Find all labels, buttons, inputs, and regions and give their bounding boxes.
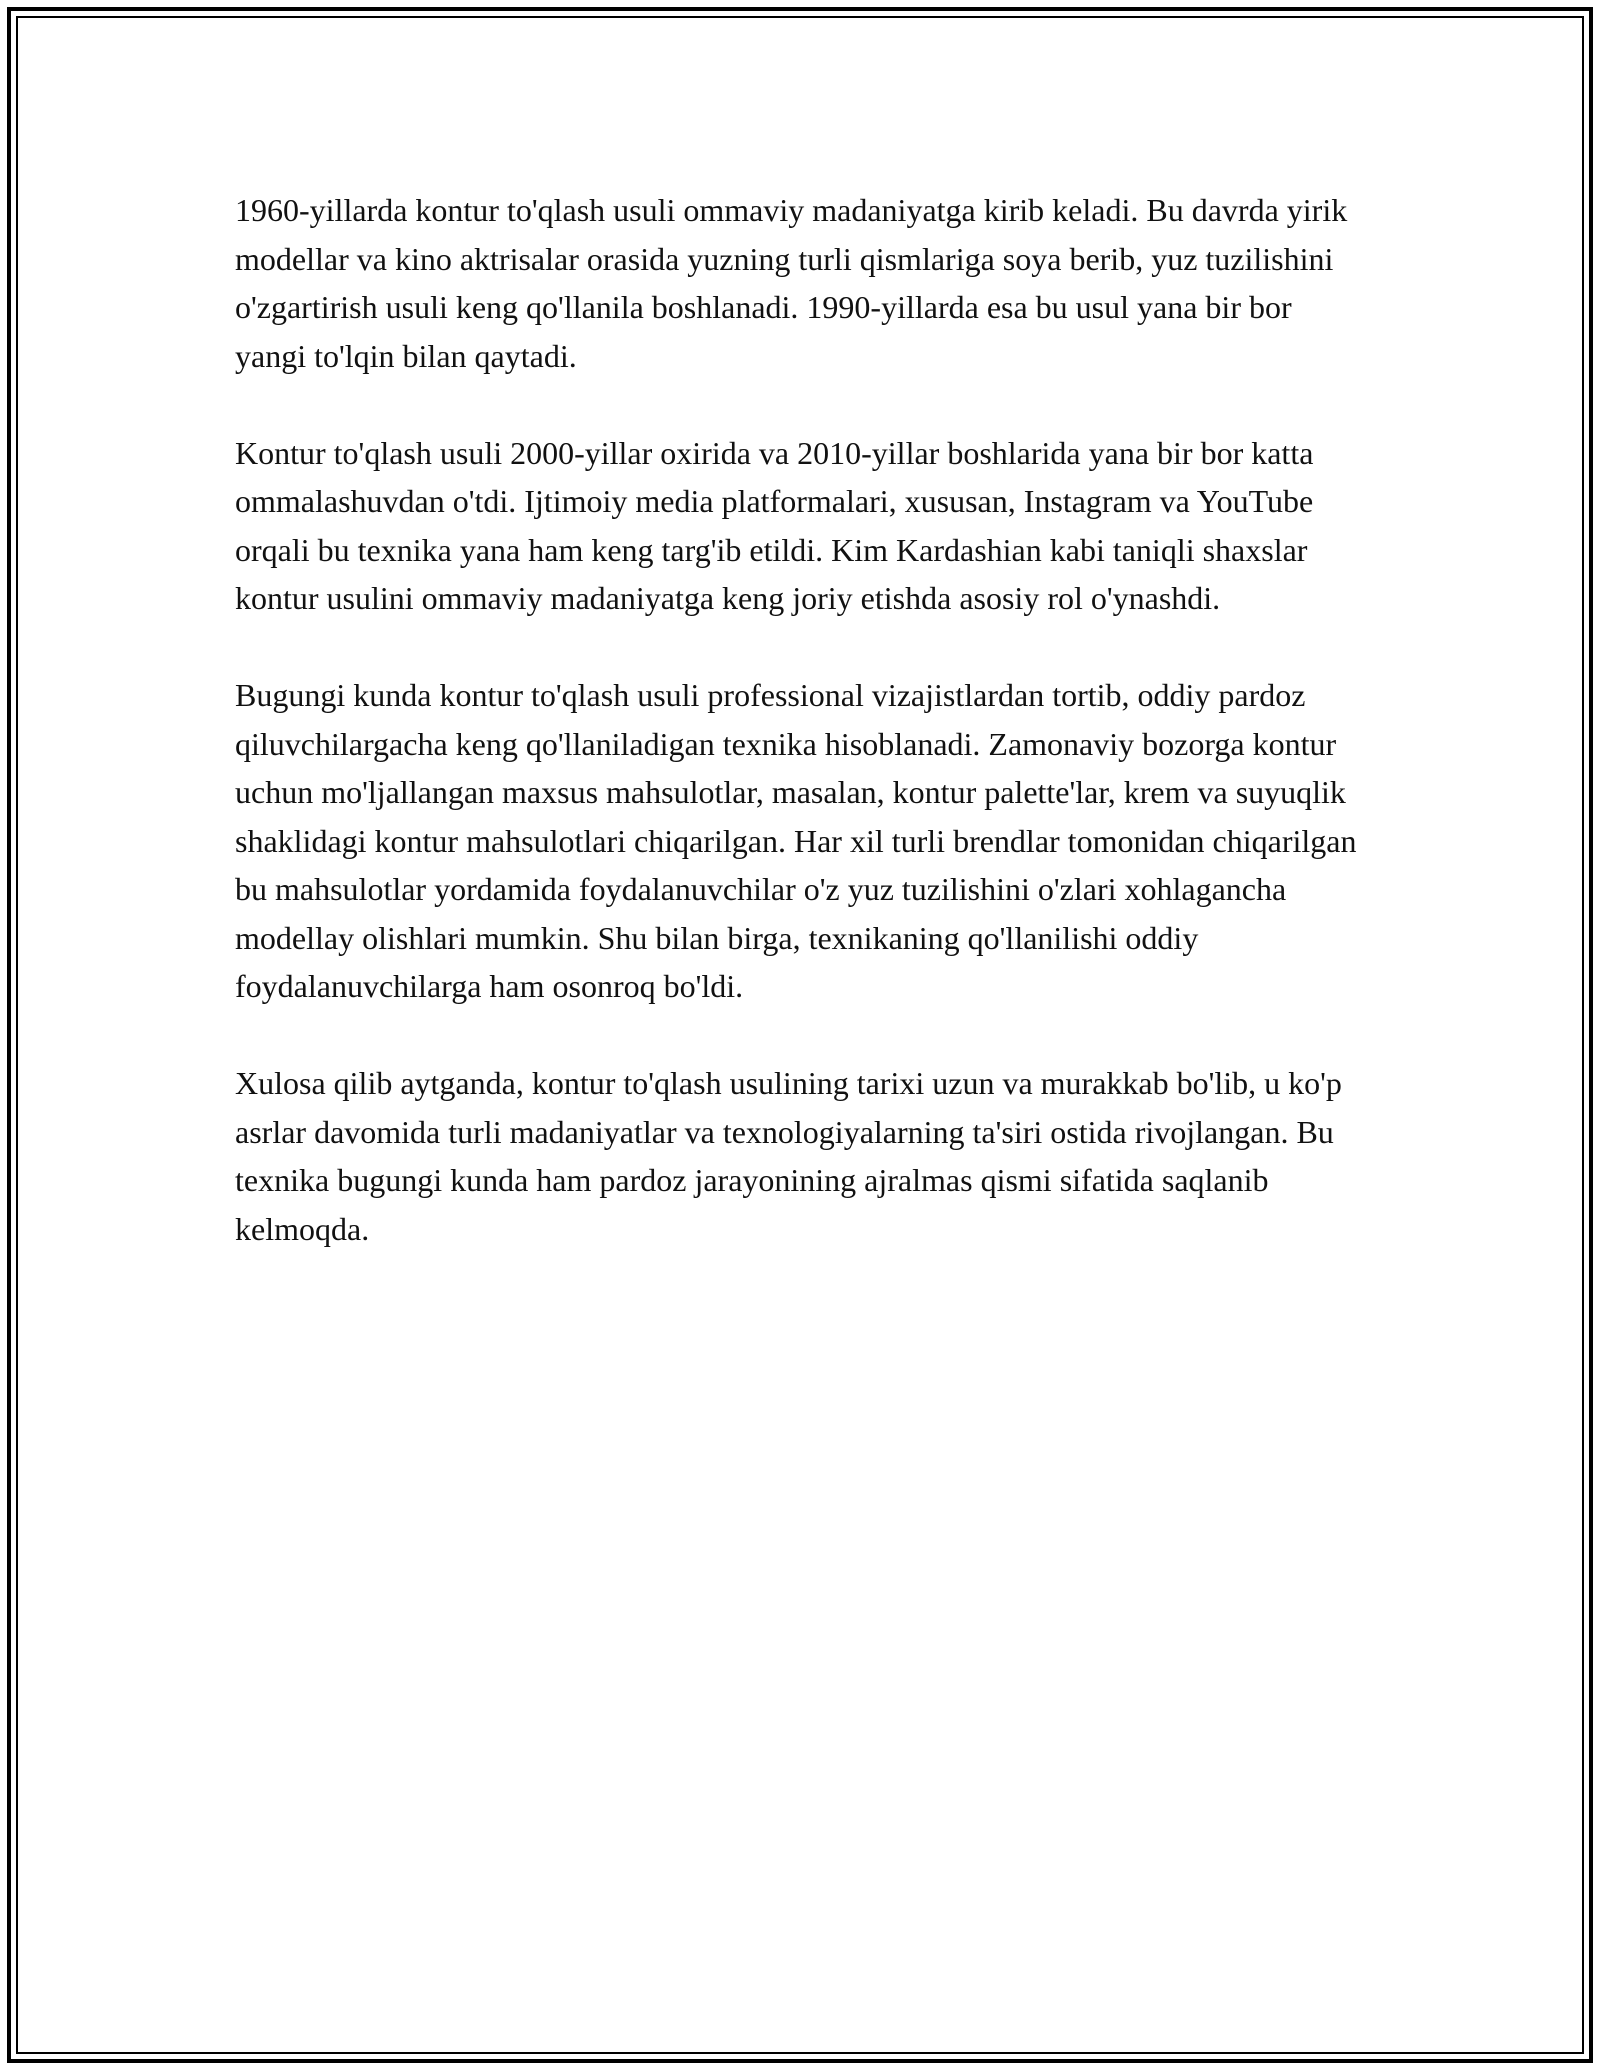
paragraph-2: Kontur to'qlash usuli 2000-yillar oxirida va 2010-yillar boshlarida yana bir bor katta ommalashuvdan o'tdi. Ijtimoiy media platformalari, xususan, Instagram va YouTube orqali bu texnika yana ham keng targ'ib etildi. Kim Kardashian kabi taniqli shaxslar kontur usulini ommaviy madaniyatga keng joriy etishda asosiy rol o'ynashdi. (235, 434, 1314, 616)
paragraph-3: Bugungi kunda kontur to'qlash usuli professional vizajistlardan tortib, oddiy pardoz qiluvchilargacha keng qo'llaniladigan texnika hisoblanadi. Zamonaviy bozorga kontur uchun mo'ljallangan maxsus mahsulotlar, masalan, kontur palette'lar, krem va suyuqlik shaklidagi kontur mahsulotlari chiqarilgan. Har xil turli brendlar tomonidan chiqarilgan bu mahsulotlar yordamida foydalanuvchilar o'z yuz tuzilishini o'zlari xohlagancha modellay olishlari mumkin. Shu bilan birga, texnikaning qo'llanilishi oddiy foydalanuvchilarga ham osonroq bo'ldi. (235, 677, 1357, 1004)
document-body (235, 186, 1370, 1302)
paragraph-1: 1960-yillarda kontur to'qlash usuli ommaviy madaniyatga kirib keladi. Bu davrda yirik modellar va kino aktrisalar orasida yuzning turli qismlariga soya berib, yuz tuzilishini o'zgartirish usuli keng qo'llanila boshlanadi. 1990-yillarda esa bu usul yana bir bor yangi to'lqin bilan qaytadi. (235, 192, 1348, 374)
paragraph-4: Xulosa qilib aytganda, kontur to'qlash usulining tarixi uzun va murakkab bo'lib, u ko'p asrlar davomida turli madaniyatlar va texnologiyalarning ta'siri ostida rivojlangan. Bu texnika bugungi kunda ham pardoz jarayonining ajralmas qismi sifatida saqlanib kelmoqda. (235, 1065, 1342, 1247)
